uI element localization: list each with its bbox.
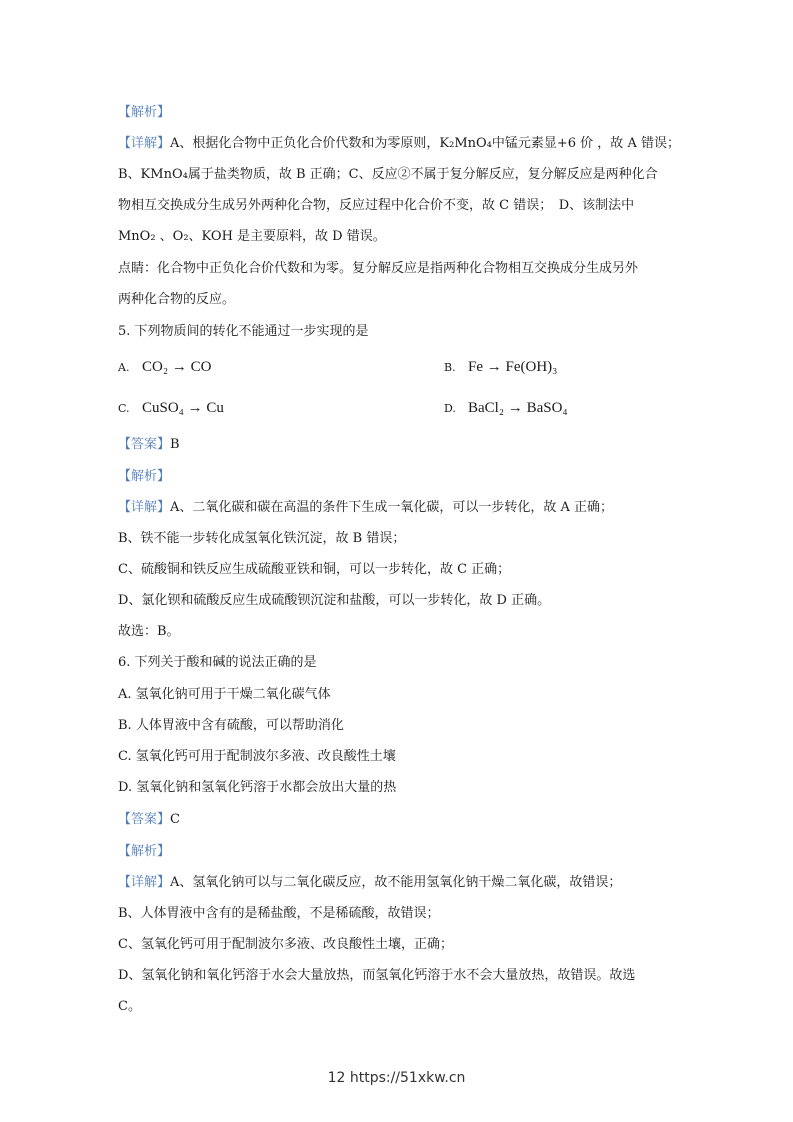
- q5-option-d: D. BaCl₂ → BaSO₄: [444, 400, 568, 416]
- q6-analysis-label: 【解析】: [118, 844, 171, 859]
- q6-detail-line-3: C、氢氧化钙可用于配制波尔多液、改良酸性土壤，正确；: [118, 937, 453, 952]
- q6-option-c: C. 氢氧化钙可用于配制波尔多液、改良酸性土壤: [118, 749, 396, 764]
- q5-option-a: A. CO₂ → CO: [118, 359, 212, 375]
- q5-detail-line-2: B、铁不能一步转化成氢氧化铁沉淀，故 B 错误；: [118, 531, 406, 546]
- q6-option-d: D. 氢氧化钠和氢氧化钙溶于水都会放出大量的热: [118, 780, 397, 795]
- page-footer: 12 https://51xkw.cn: [327, 1070, 466, 1086]
- q4-detail-line-3: 物相互交换成分生成另外两种化合物，反应过程中化合价不变，故 C 错误； D、该制法中: [118, 198, 635, 213]
- q4-detail-label: 【详解】: [118, 136, 171, 151]
- q5-stem: 5. 下列物质间的转化不能通过一步实现的是: [118, 324, 369, 339]
- q5-detail-line-3: C、硫酸铜和铁反应生成硫酸亚铁和铜，可以一步转化，故 C 正确；: [118, 562, 511, 577]
- q4-note-line-2: 两种化合物的反应。: [118, 292, 236, 307]
- q6-stem: 6. 下列关于酸和碱的说法正确的是: [118, 655, 317, 670]
- q5-option-c: C. CuSO₄ → Cu: [118, 400, 224, 416]
- q4-detail-line-4: MnO₂ 、O₂、KOH 是主要原料，故 D 错误。: [118, 229, 386, 244]
- q5-conclusion: 故选：B。: [118, 624, 180, 639]
- q6-detail-line-1: 【详解】A、氢氧化钠可以与二氧化碳反应，故不能用氢氧化钠干燥二氧化碳，故错误；: [118, 875, 622, 890]
- q6-answer: 【答案】C: [118, 812, 180, 827]
- q4-detail-line-2: B、KMnO₄属于盐类物质，故 B 正确；C、反应②不属于复分解反应，复分解反应是两种化合: [118, 167, 658, 182]
- q5-option-b: B. Fe → Fe(OH)₃: [444, 359, 558, 375]
- q4-note-line-1: 点睛：化合物中正负化合价代数和为零。复分解反应是指两种化合物相互交换成分生成另外: [118, 261, 639, 276]
- q4-detail-line-1: 【详解】A、根据化合物中正负化合价代数和为零原则，K₂MnO₄中锰元素显+6 价 ，故 A 错误；: [118, 136, 680, 151]
- q5-analysis-label: 【解析】: [118, 469, 171, 484]
- q5-answer: 【答案】B: [118, 437, 180, 452]
- q4-analysis-label: 【解析】: [118, 105, 171, 120]
- q5-detail-line-4: D、氯化钡和硫酸反应生成硫酸钡沉淀和盐酸，可以一步转化，故 D 正确。: [118, 593, 551, 608]
- q6-detail-line-2: B、人体胃液中含有的是稀盐酸，不是稀硫酸，故错误；: [118, 906, 440, 921]
- q6-option-a: A. 氢氧化钠可用于干燥二氧化碳气体: [118, 687, 331, 702]
- q6-option-b: B. 人体胃液中含有硫酸，可以帮助消化: [118, 718, 344, 733]
- q6-detail-line-5: C。: [118, 999, 141, 1014]
- q5-detail-line-1: 【详解】A、二氧化碳和碳在高温的条件下生成一氧化碳，可以一步转化，故 A 正确；: [118, 500, 614, 515]
- q6-detail-line-4: D、氢氧化钠和氧化钙溶于水会大量放热，而氢氧化钙溶于水不会大量放热，故错误。故选: [118, 968, 636, 983]
